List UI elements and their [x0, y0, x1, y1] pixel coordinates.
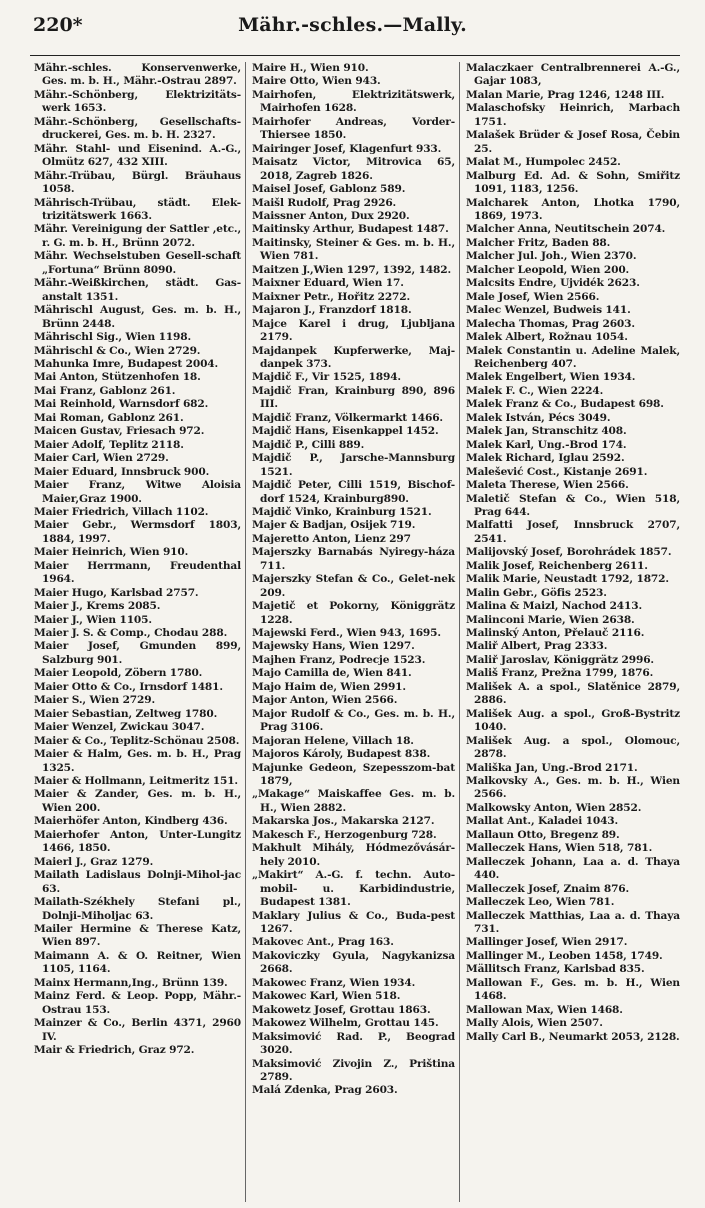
directory-entry: Malek Constantin u. Adeline Malek, Reichenberg 407. — [466, 344, 680, 370]
directory-entry: Maierhöfer Anton, Kindberg 436. — [34, 815, 228, 828]
directory-entry: Mainz Ferd. & Leop. Popp, Mähr.-Ostrau 153. — [34, 990, 241, 1016]
directory-entry: Maier & Zander, Ges. m. b. H., Wien 200. — [34, 788, 241, 814]
directory-entry: Maier Sebastian, Zeltweg 1780. — [34, 707, 218, 720]
directory-entry: Mališek A. a spol., Slatěnice 2879, 2886. — [466, 680, 680, 707]
directory-entry: Maier Franz, Witwe Aloisia Maier,Graz 1900. — [34, 479, 241, 505]
directory-entry: Male Josef, Wien 2566. — [466, 290, 600, 303]
directory-entry: Mähr.-schles. Konservenwerke, Ges. m. b. H., Mähr.-Ostrau 2897. — [34, 62, 241, 88]
directory-entry: Major Anton, Wien 2566. — [252, 694, 398, 707]
directory-entry: Mähr. Stahl- und Eisenind. A.-G., Olmütz 627, 432 XIII. — [34, 142, 241, 169]
directory-entry: Malleczek Hans, Wien 518, 781. — [466, 842, 653, 855]
directory-entry: Mai Anton, Stützenhofen 18. — [34, 371, 201, 384]
directory-entry: Malinconi Marie, Wien 2638. — [466, 613, 635, 626]
directory-entry: Maier J. S. & Comp., Chodau 288. — [34, 627, 228, 640]
directory-entry: Maire Otto, Wien 943. — [252, 75, 381, 88]
directory-entry: Mališek Aug. a spol., Groß-Bystritz 1040. — [466, 707, 680, 734]
directory-entry: Malcher Leopold, Wien 200. — [466, 263, 630, 276]
directory-entry: Malek F. C., Wien 2224. — [466, 384, 604, 397]
page-title: Mähr.-schles.—Mally. — [238, 14, 467, 36]
directory-entry: Makarska Jos., Makarska 2127. — [252, 815, 435, 828]
directory-entry: Mallowan Max, Wien 1468. — [466, 1003, 623, 1016]
directory-entry: Maier S., Wien 2729. — [34, 694, 156, 707]
directory-entry: Majdič Peter, Cilli 1519, Bischof-dorf 1524, Krainburg890. — [252, 479, 455, 505]
directory-entry: Malek Franz & Co., Budapest 698. — [466, 398, 664, 411]
directory-entry: Maliř Jaroslav, Königgrätz 2996. — [466, 653, 654, 666]
directory-entry: Maixner Eduard, Wien 17. — [252, 277, 404, 290]
directory-entry: Mairinger Josef, Klagenfurt 933. — [252, 142, 442, 155]
directory-entry: Makovec Ant., Prag 163. — [252, 936, 394, 949]
directory-entry: Mally Alois, Wien 2507. — [466, 1017, 603, 1030]
directory-entry: Maklary Julius & Co., Buda-pest 1267. — [252, 909, 455, 935]
directory-entry: Mailath-Székhely Stefani pl., Dolnji-Miholjac 63. — [34, 896, 241, 922]
directory-entry: Mällitsch Franz, Karlsbad 835. — [466, 963, 645, 976]
directory-entry: Majaron J., Franzdorf 1818. — [252, 304, 412, 317]
directory-column-2 — [246, 62, 460, 1202]
directory-entry: Malleczek Leo, Wien 781. — [466, 896, 615, 909]
directory-entry: Malcsits Endre, Ujvidék 2623. — [466, 277, 640, 290]
directory-entry: Malcher Jul. Joh., Wien 2370. — [466, 250, 637, 263]
directory-entry: Maitinsky Arthur, Budapest 1487. — [252, 223, 449, 236]
directory-entry: Mališ Franz, Prežna 1799, 1876. — [466, 667, 654, 680]
directory-entry: Majdič Hans, Eisenkappel 1452. — [252, 425, 439, 438]
directory-entry: Maliř Albert, Prag 2333. — [466, 640, 608, 653]
directory-entry: Malec Wenzel, Budweis 141. — [466, 304, 631, 317]
directory-entry: Malkovsky A., Ges. m. b. H., Wien 2566. — [466, 775, 680, 801]
directory-entry: Majdič F., Vir 1525, 1894. — [252, 371, 401, 384]
directory-entry: Majoros Károly, Budapest 838. — [252, 748, 431, 761]
directory-entry: Makowez Wilhelm, Grottau 145. — [252, 1017, 439, 1030]
directory-entry: Malleczek Josef, Znaim 876. — [466, 882, 630, 895]
directory-entry: Malek Engelbert, Wien 1934. — [466, 371, 636, 384]
directory-entry: Malek Karl, Ung.-Brod 174. — [466, 438, 627, 451]
directory-entry: Maier & Hollmann, Leitmeritz 151. — [34, 775, 238, 788]
directory-entry: Majce Karel i drug, Ljubljana 2179. — [252, 317, 455, 344]
directory-entry: Maier Friedrich, Villach 1102. — [34, 505, 209, 518]
directory-entry: Maletič Stefan & Co., Wien 518, Prag 644. — [466, 492, 680, 518]
directory-entry: Malcher Fritz, Baden 88. — [466, 236, 611, 249]
directory-entry: Maicen Gustav, Friesach 972. — [34, 425, 205, 438]
directory-entry: Majdič Vinko, Krainburg 1521. — [252, 505, 432, 518]
directory-entry: Majoran Helene, Villach 18. — [252, 734, 414, 747]
directory-entry: Malik Josef, Reichenberg 2611. — [466, 559, 648, 572]
directory-entry: Makowetz Josef, Grottau 1863. — [252, 1003, 431, 1016]
directory-entry: Malat M., Humpolec 2452. — [466, 156, 621, 169]
directory-entry: Majdič Franz, Völkermarkt 1466. — [252, 411, 443, 424]
directory-entry: Majhen Franz, Podrecje 1523. — [252, 653, 426, 666]
directory-entry: Majewsky Hans, Wien 1297. — [252, 640, 415, 653]
directory-entry: Maissner Anton, Dux 2920. — [252, 209, 410, 222]
directory-entry: Malašek Brüder & Josef Rosa, Čebin 25. — [466, 129, 680, 155]
directory-entry: Malcharek Anton, Lhotka 1790, 1869, 1973. — [466, 196, 680, 222]
directory-columns — [34, 62, 680, 1202]
directory-entry: Mairhofen, Elektrizitätswerk, Mairhofen 1628. — [252, 88, 455, 115]
directory-entry: Malleczek Matthias, Laa a. d. Thaya 731. — [466, 909, 680, 935]
directory-entry: Makowec Karl, Wien 518. — [252, 990, 401, 1003]
directory-entry: Malfatti Josef, Innsbruck 2707, 2541. — [466, 519, 680, 545]
directory-entry: Mähr.-Weißkirchen, städt. Gas-anstalt 1351. — [34, 277, 241, 303]
directory-entry: Majer & Badjan, Osijek 719. — [252, 519, 416, 532]
directory-entry: Maitzen J.,Wien 1297, 1392, 1482. — [252, 263, 452, 276]
directory-entry: Majeretto Anton, Lienz 297 — [252, 532, 411, 545]
directory-entry: Mai Franz, Gablonz 261. — [34, 384, 176, 397]
directory-entry: Majewski Ferd., Wien 943, 1695. — [252, 627, 441, 640]
directory-entry: Maier Leopold, Zöbern 1780. — [34, 667, 203, 680]
directory-entry: Maier Herrmann, Freudenthal 1964. — [34, 559, 241, 586]
directory-entry: Mallat Ant., Kaladei 1043. — [466, 815, 619, 828]
directory-entry: Maisatz Victor, Mitrovica 65, 2018, Zagreb 1826. — [252, 156, 455, 182]
directory-entry: Mališek Aug. a spol., Olomouc, 2878. — [466, 734, 680, 761]
directory-entry: Malburg Ed. Ad. & Sohn, Smiřitz 1091, 1183, 1256. — [466, 169, 680, 196]
directory-entry: Mailer Hermine & Therese Katz, Wien 897. — [34, 923, 241, 949]
directory-entry: Maier Gebr., Wermsdorf 1803, 1884, 1997. — [34, 519, 241, 545]
directory-entry: Malik Marie, Neustadt 1792, 1872. — [466, 573, 669, 586]
directory-entry: Mallaun Otto, Bregenz 89. — [466, 828, 620, 841]
directory-entry: Maier Josef, Gmunden 899, Salzburg 901. — [34, 640, 241, 666]
directory-entry: Malan Marie, Prag 1246, 1248 III. — [466, 88, 665, 101]
directory-entry: Malkowsky Anton, Wien 2852. — [466, 801, 642, 814]
directory-entry: „Makage“ Maiskaffee Ges. m. b. H., Wien 2882. — [252, 788, 455, 814]
directory-entry: Mähr.-Schönberg, Elektrizitäts-werk 1653. — [34, 88, 241, 115]
directory-entry: Maitinsky, Steiner & Ges. m. b. H., Wien 781. — [252, 236, 455, 263]
directory-entry: Mallowan F., Ges. m. b. H., Wien 1468. — [466, 976, 680, 1003]
directory-entry: Maksimović Zivojin Z., Priština 2789. — [252, 1057, 455, 1083]
directory-entry: Majetič et Pokorny, Königgrätz 1228. — [252, 600, 455, 626]
directory-entry: Malinský Anton, Přelauč 2116. — [466, 627, 645, 640]
directory-entry: Malina & Maizl, Nachod 2413. — [466, 600, 643, 613]
directory-entry: Maier Carl, Wien 2729. — [34, 452, 169, 465]
directory-entry: Mahunka Imre, Budapest 2004. — [34, 357, 219, 370]
directory-entry: Maier Heinrich, Wien 910. — [34, 546, 189, 559]
directory-entry: Makhult Mihály, Hódmezővásár-hely 2010. — [252, 842, 455, 868]
directory-entry: Malá Zdenka, Prag 2603. — [252, 1084, 398, 1097]
directory-entry: Majdič Fran, Krainburg 890, 896 III. — [252, 384, 455, 411]
header-rule — [30, 55, 680, 56]
directory-entry: Majdič P., Jarsche-Mannsburg 1521. — [252, 452, 455, 478]
directory-entry: Mališka Jan, Ung.-Brod 2171. — [466, 761, 638, 774]
directory-entry: Maier & Co., Teplitz-Schönau 2508. — [34, 734, 240, 747]
directory-entry: Majo Haim de, Wien 2991. — [252, 680, 406, 693]
directory-entry: Maier Adolf, Teplitz 2118. — [34, 438, 184, 451]
directory-column-1 — [34, 62, 246, 1202]
directory-entry: Mainzer & Co., Berlin 4371, 2960 IV. — [34, 1017, 241, 1043]
directory-entry: Maisel Josef, Gablonz 589. — [252, 183, 406, 196]
directory-entry: Makowec Franz, Wien 1934. — [252, 976, 416, 989]
directory-entry: Major Rudolf & Co., Ges. m. b. H., Prag 3106. — [252, 707, 455, 734]
directory-entry: Makoviczky Gyula, Nagykanizsa 2668. — [252, 949, 455, 976]
directory-entry: Majerszky Stefan & Co., Gelet-nek 209. — [252, 573, 455, 599]
directory-entry: Mähr.-Trübau, Bürgl. Bräuhaus 1058. — [34, 169, 241, 196]
directory-entry: Maišl Rudolf, Prag 2926. — [252, 196, 397, 209]
directory-entry: Mailath Ladislaus Dolnji-Mihol-jac 63. — [34, 869, 241, 895]
directory-entry: Majdič P., Cilli 889. — [252, 438, 365, 451]
directory-entry: Malešević Cost., Kistanje 2691. — [466, 465, 648, 478]
directory-entry: Mally Carl B., Neumarkt 2053, 2128. — [466, 1030, 680, 1043]
directory-entry: Mai Reinhold, Warnsdorf 682. — [34, 398, 209, 411]
directory-entry: Majerszky Barnabás Nyiregy-háza 711. — [252, 546, 455, 572]
directory-entry: Mähr. Wechselstuben Gesell-schaft „Fortuna“ Brünn 8090. — [34, 250, 241, 276]
directory-entry: Malek Albert, Rožnau 1054. — [466, 331, 628, 344]
directory-entry: Maierhofer Anton, Unter-Lungitz 1466, 1850. — [34, 828, 241, 855]
page-header — [0, 0, 705, 56]
directory-entry: Maierl J., Graz 1279. — [34, 855, 154, 868]
directory-entry: Mährisch-Trübau, städt. Elek-trizitätswerk 1663. — [34, 196, 241, 222]
directory-entry: Mallinger Josef, Wien 2917. — [466, 936, 628, 949]
directory-entry: Mährischl August, Ges. m. b. H., Brünn 2448. — [34, 304, 241, 330]
directory-entry: Mai Roman, Gablonz 261. — [34, 411, 184, 424]
directory-entry: Mair & Friedrich, Graz 972. — [34, 1044, 195, 1057]
directory-entry: Malleczek Johann, Laa a. d. Thaya 440. — [466, 855, 680, 882]
directory-entry: Majdanpek Kupferwerke, Maj-danpek 373. — [252, 344, 455, 370]
directory-entry: Malin Gebr., Göfis 2523. — [466, 586, 607, 599]
directory-entry: Malek Jan, Stranschitz 408. — [466, 425, 627, 438]
directory-entry: „Makirt“ A.-G. f. techn. Auto-mobil- u. Karbidindustrie, Budapest 1381. — [252, 869, 455, 909]
directory-entry: Malcher Anna, Neutitschein 2074. — [466, 223, 666, 236]
directory-entry: Mähr.-Schönberg, Gesellschafts-druckerei, Ges. m. b. H. 2327. — [34, 115, 241, 142]
directory-entry: Majunke Gedeon, Szepesszom-bat 1879, — [252, 761, 455, 788]
directory-entry: Maier J., Krems 2085. — [34, 600, 161, 613]
directory-entry: Makesch F., Herzogenburg 728. — [252, 828, 437, 841]
directory-entry: Mährischl & Co., Wien 2729. — [34, 344, 201, 357]
directory-entry: Malaczkaer Centralbrennerei A.-G., Gajar 1083, — [466, 62, 680, 88]
directory-entry: Mainx Hermann,Ing., Brünn 139. — [34, 976, 228, 989]
directory-entry: Malijovský Josef, Borohrádek 1857. — [466, 546, 672, 559]
directory-entry: Mallinger M., Leoben 1458, 1749. — [466, 949, 663, 962]
directory-entry: Malaschofsky Heinrich, Marbach 1751. — [466, 102, 680, 128]
directory-entry: Maier Otto & Co., Irnsdorf 1481. — [34, 680, 223, 693]
directory-entry: Malecha Thomas, Prag 2603. — [466, 317, 635, 330]
directory-entry: Maier Wenzel, Zwickau 3047. — [34, 721, 205, 734]
directory-entry: Malek István, Pécs 3049. — [466, 411, 611, 424]
directory-entry: Majo Camilla de, Wien 841. — [252, 667, 412, 680]
directory-entry: Maire H., Wien 910. — [252, 62, 369, 74]
directory-entry: Malek Richard, Iglau 2592. — [466, 452, 625, 465]
directory-entry: Maleta Therese, Wien 2566. — [466, 479, 629, 492]
directory-entry: Maier J., Wien 1105. — [34, 613, 152, 626]
directory-entry: Maier & Halm, Ges. m. b. H., Prag 1325. — [34, 748, 241, 774]
directory-column-3 — [460, 62, 680, 1202]
directory-entry: Mähr. Vereinigung der Sattler ,etc., r. G. m. b. H., Brünn 2072. — [34, 223, 241, 249]
directory-entry: Maier Eduard, Innsbruck 900. — [34, 465, 210, 478]
directory-entry: Mairhofer Andreas, Vorder-Thiersee 1850. — [252, 115, 455, 142]
page-number: 220* — [33, 14, 83, 36]
directory-entry: Maksimović Rad. P., Beograd 3020. — [252, 1030, 455, 1057]
directory-entry: Maier Hugo, Karlsbad 2757. — [34, 586, 199, 599]
directory-entry: Maimann A. & O. Reitner, Wien 1105, 1164. — [34, 949, 241, 976]
directory-entry: Mährischl Sig., Wien 1198. — [34, 331, 192, 344]
directory-entry: Maixner Petr., Hořitz 2272. — [252, 290, 411, 303]
